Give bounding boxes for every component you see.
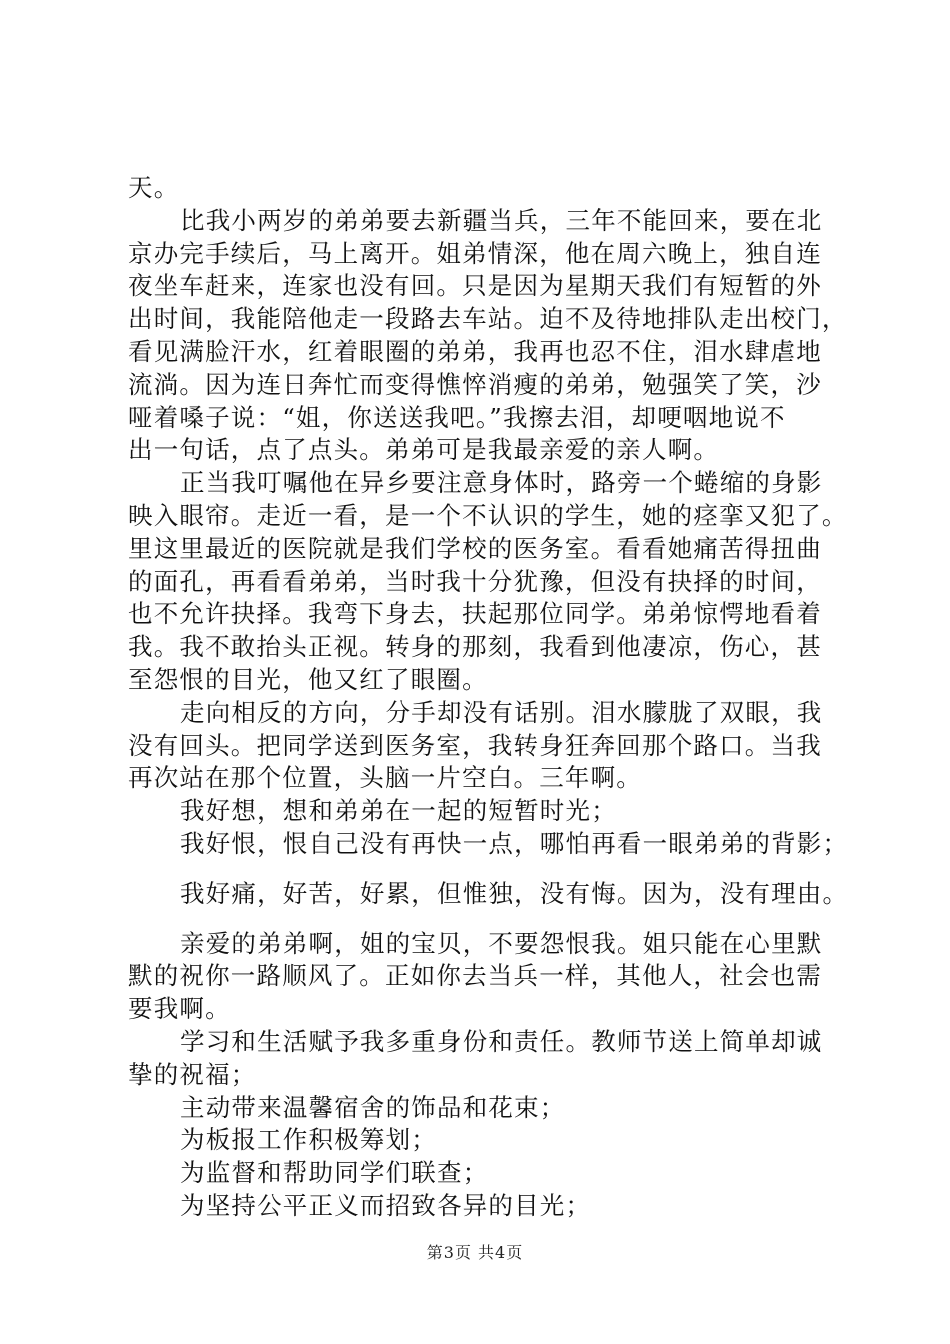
- text-line: 为监督和帮助同学们联查；: [180, 1158, 489, 1188]
- text-line: 至怨恨的目光，他又红了眼圈。: [128, 664, 488, 694]
- text-line: 再次站在那个位置，头脑一片空白。三年啊。: [128, 763, 642, 793]
- text-line: 为坚持公平正义而招致各异的目光；: [180, 1190, 592, 1220]
- text-line: 里这里最近的医院就是我们学校的医务室。看看她痛苦得扭曲: [128, 533, 822, 563]
- text-line: 出一句话，点了点头。弟弟可是我最亲爱的亲人啊。: [128, 435, 720, 465]
- text-line: 出时间，我能陪他走一段路去车站。迫不及待地排队走出校门，: [128, 304, 848, 334]
- text-line: 为板报工作积极筹划；: [180, 1125, 437, 1155]
- text-line: 的面孔，再看看弟弟，当时我十分犹豫，但没有抉择的时间，: [128, 566, 822, 596]
- text-line: 主动带来温馨宿舍的饰品和花束；: [180, 1092, 566, 1122]
- text-line: 天。: [128, 173, 180, 202]
- text-line: 正当我叮嘱他在异乡要注意身体时，路旁一个蜷缩的身影: [180, 468, 823, 498]
- document-body: [128, 172, 848, 1223]
- text-line: 我好痛，好苦，好累，但惟独，没有悔。因为，没有理由。: [180, 878, 849, 908]
- paragraph-gap: [128, 861, 848, 878]
- text-line: 我好恨，恨自己没有再快一点，哪怕再看一眼弟弟的背影；: [180, 828, 849, 858]
- text-line: 我。我不敢抬头正视。转身的那刻，我看到他凄凉，伤心，甚: [128, 632, 822, 662]
- paragraph-gap: [128, 911, 848, 928]
- text-line: 哑着嗓子说：“姐，你送送我吧。”我擦去泪，却哽咽地说不: [128, 402, 786, 432]
- text-line: 亲爱的弟弟啊，姐的宝贝，不要怨恨我。姐只能在心里默: [180, 928, 823, 958]
- text-line: 学习和生活赋予我多重身份和责任。教师节送上简单却诚: [180, 1026, 823, 1056]
- text-line: 看见满脸汗水，红着眼圈的弟弟，我再也忍不住，泪水肆虐地: [128, 336, 822, 366]
- page-footer: 第3页 共4页: [426, 1243, 524, 1262]
- text-line: 没有回头。把同学送到医务室，我转身狂奔回那个路口。当我: [128, 730, 822, 760]
- text-line: 夜坐车赶来，连家也没有回。只是因为星期天我们有短暂的外: [128, 271, 822, 301]
- text-line: 流淌。因为连日奔忙而变得憔悴消瘦的弟弟，勉强笑了笑，沙: [128, 369, 822, 399]
- text-line: 我好想，想和弟弟在一起的短暂时光；: [180, 796, 617, 826]
- text-line: 比我小两岁的弟弟要去新疆当兵，三年不能回来，要在北: [180, 205, 823, 235]
- text-line: 默的祝你一路顺风了。正如你去当兵一样，其他人，社会也需: [128, 961, 822, 991]
- text-line: 挚的祝福；: [128, 1059, 257, 1089]
- text-line: 映入眼帘。走近一看，是一个不认识的学生，她的痉挛又犯了。: [128, 500, 848, 530]
- text-line: 也不允许抉择。我弯下身去，扶起那位同学。弟弟惊愕地看着: [128, 599, 822, 629]
- text-line: 要我啊。: [128, 994, 231, 1024]
- text-line: 京办完手续后，马上离开。姐弟情深，他在周六晚上，独自连: [128, 238, 822, 268]
- text-line: 走向相反的方向，分手却没有话别。泪水朦胧了双眼，我: [180, 697, 823, 727]
